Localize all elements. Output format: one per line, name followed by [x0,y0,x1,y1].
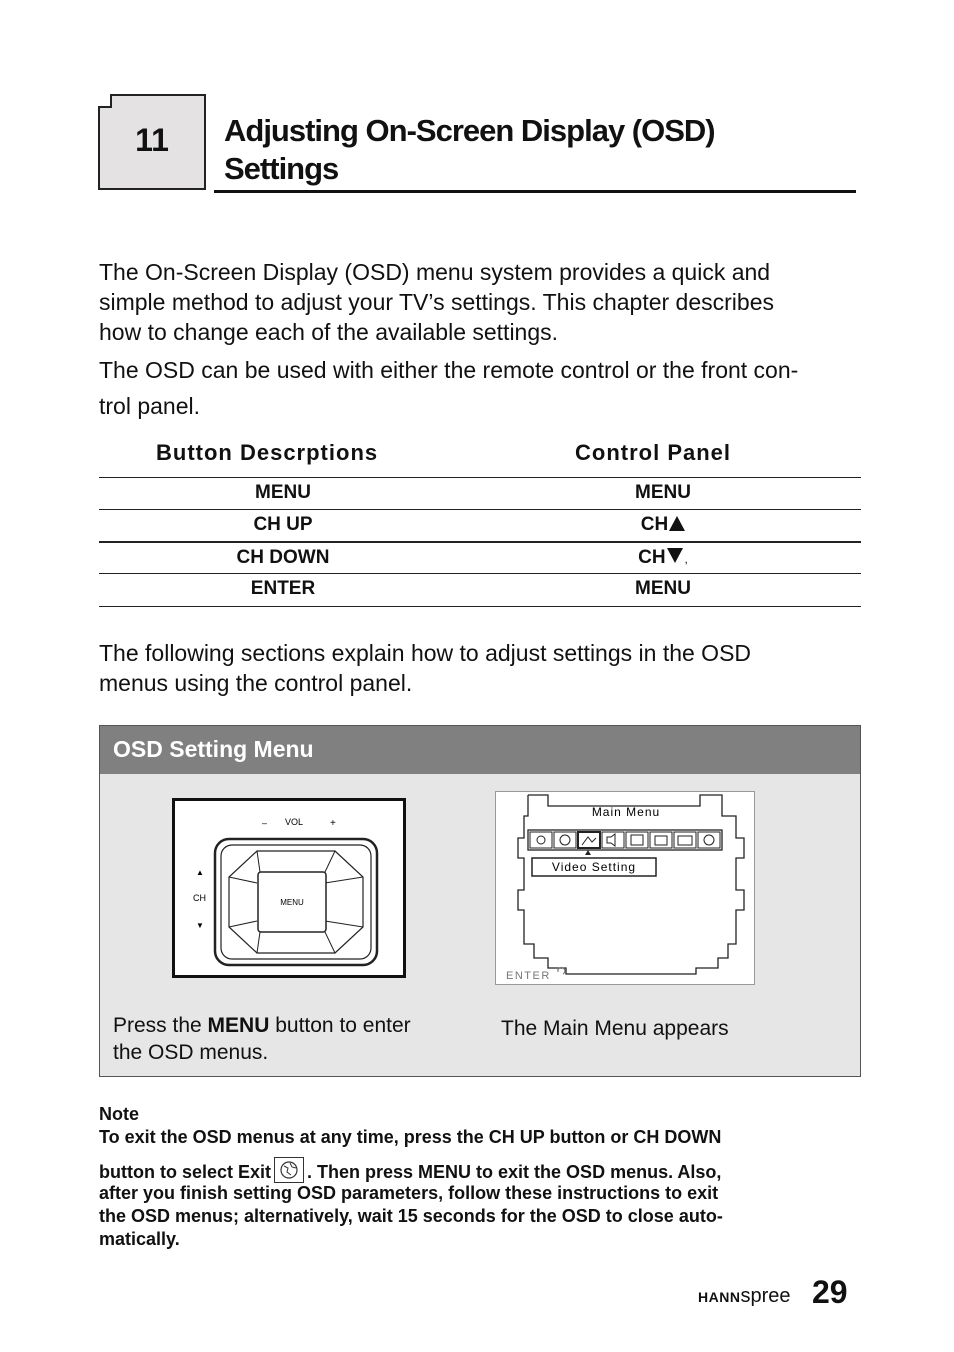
row-panel: MENU [635,578,691,599]
caption-right: The Main Menu appears [501,1017,729,1040]
ch-label: CH [193,893,206,903]
vol-minus-label: – [262,818,268,828]
menu-button-label: MENU [280,898,304,907]
caption-left-line-1 [113,1012,473,1039]
ch-down-arrow-icon: ▼ [196,921,204,930]
note-line-2-post: . Then press MENU to exit the OSD menus. Also, [307,1162,722,1182]
following-paragraph [99,638,861,698]
chapter-title-line-2: Settings [224,151,339,186]
note-line-5: matically. [99,1229,180,1249]
intro-paragraph-1 [99,257,861,347]
selected-menu-item: Video Setting [551,860,637,874]
caption-left [113,1012,473,1066]
table-row [99,541,861,575]
following-line-1: The following sections explain how to adjust settings in the OSD [99,640,752,666]
brand-logo [698,1285,790,1308]
following-line-2: menus using the control panel. [99,670,413,696]
chapter-tab [98,94,206,190]
caption-left-pre: Press the [113,1014,208,1037]
row-panel: MENU [635,482,691,503]
intro-p2-line-1: The OSD can be used with either the remote control or the front con- [99,357,799,383]
selection-pointer-icon [585,850,591,855]
chapter-tab-notch [98,94,112,108]
control-panel-svg [175,801,403,975]
ch-up-arrow-icon: ▲ [196,868,204,877]
row-button: CH DOWN [236,547,330,568]
row-panel [563,514,763,536]
main-menu-svg [496,792,754,984]
intro-p2-line-2: trol panel. [99,393,201,419]
exit-icon [274,1157,304,1183]
table-header-button: Button Descrptions [156,440,379,465]
brand-light: spree [740,1285,791,1307]
row-button: MENU [255,482,311,503]
main-menu-title: Main Menu [591,805,661,819]
brand-bold: HANN [698,1289,741,1305]
table-row [99,509,861,542]
intro-p1-line-1: The On-Screen Display (OSD) menu system provides a quick and [99,259,771,285]
chapter-title [224,112,854,188]
enter-label: ENTER [506,970,551,982]
osd-panel-header [100,726,860,774]
intro-p1-line-2: simple method to adjust your TV’s settings. This chapter describes [99,289,774,315]
up-arrow-icon [669,516,685,531]
intro-p1-line-3: how to change each of the available settings. [99,319,559,345]
note-heading: Note [99,1104,139,1124]
row-button: ENTER [250,578,316,599]
note-line-4: the OSD menus; alternatively, wait 15 seconds for the OSD to close auto- [99,1206,723,1226]
vol-label: VOL [285,817,304,827]
chapter-number: 11 [135,122,169,158]
row-button: CH UP [253,514,313,535]
row-panel-text: CH [638,547,666,568]
title-underline [214,190,856,193]
chapter-title-line-1: Adjusting On-Screen Display (OSD) [224,113,715,148]
row-panel-text: CH [640,514,669,535]
caption-left-post: button to enter [269,1014,411,1037]
caption-left-line-2: the OSD menus. [113,1041,269,1064]
row-panel [563,547,763,569]
menu-icon-bar [528,830,722,850]
osd-panel-title: OSD Setting Menu [113,736,314,762]
main-menu-illustration [495,791,755,985]
menu-outline [518,795,744,974]
note-line-2 [99,1157,859,1184]
note-line-1: To exit the OSD menus at any time, press the CH UP button or CH DOWN [99,1127,722,1147]
intro-paragraph-2 [99,352,861,424]
note-line-2-pre: button to select Exit [99,1162,272,1182]
table-header-panel: Control Panel [575,440,732,465]
comma-mark: , [684,552,688,566]
note-line-3: after you finish setting OSD parameters, follow these instructions to exit [99,1183,719,1203]
vol-plus-label: + [330,818,336,829]
down-arrow-icon [667,548,683,563]
table-row [99,573,861,607]
page-number: 29 [812,1274,848,1310]
caption-left-bold: MENU [207,1014,270,1037]
control-panel-illustration [172,798,406,978]
table-row [99,477,861,510]
